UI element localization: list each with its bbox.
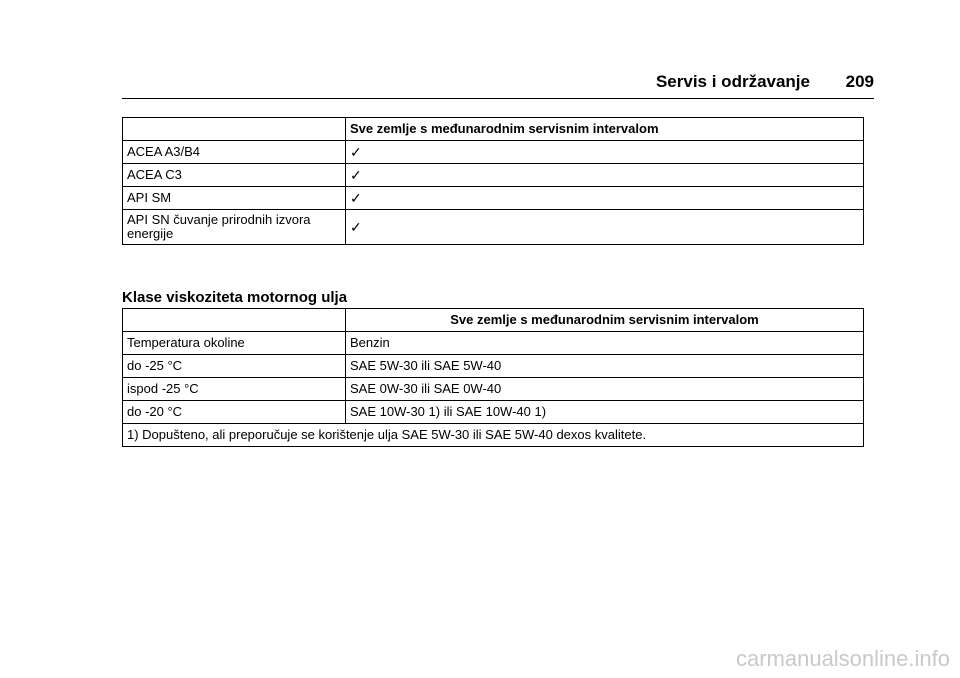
page-header [122,72,874,99]
row-label: do -25 °C [123,355,346,378]
table-subheader-row [123,332,864,355]
check-icon: ✓ [346,210,864,245]
row-label: Temperatura okoline [123,332,346,355]
column-header: Sve zemlje s međunarodnim servisnim intervalom [346,118,864,141]
row-label: do -20 °C [123,401,346,424]
row-label: API SM [123,187,346,210]
table-row [123,401,864,424]
page-number: 209 [845,72,874,91]
table-row [123,210,864,245]
empty-header-cell [123,118,346,141]
table-row [123,378,864,401]
row-label: ACEA A3/B4 [123,141,346,164]
table-row [123,164,864,187]
row-label: ACEA C3 [123,164,346,187]
table-row [123,187,864,210]
row-value: SAE 5W-30 ili SAE 5W-40 [346,355,864,378]
empty-header-cell [123,309,346,332]
column-header: Sve zemlje s međunarodnim servisnim intervalom [346,309,864,332]
table-row [123,141,864,164]
row-label: ispod -25 °C [123,378,346,401]
check-icon: ✓ [346,164,864,187]
check-icon: ✓ [346,141,864,164]
row-value: SAE 10W-30 1) ili SAE 10W-40 1) [346,401,864,424]
viscosity-table [122,308,864,447]
page-title: Servis i održavanje [655,72,810,91]
section-title: Klase viskoziteta motornog ulja [122,289,348,306]
check-icon: ✓ [346,187,864,210]
table-row [123,355,864,378]
footnote: 1) Dopušteno, ali preporučuje se korištenje ulja SAE 5W-30 ili SAE 5W-40 dexos kvalitete. [123,424,864,447]
row-label-line: energije [127,226,174,241]
footnote-row [123,424,864,447]
row-value: SAE 0W-30 ili SAE 0W-40 [346,378,864,401]
row-label [123,210,346,245]
watermark: carmanualsonline.info [735,646,950,671]
row-label-line: API SN čuvanje prirodnih izvora [127,212,311,227]
row-value: Benzin [346,332,864,355]
table-header-row [123,309,864,332]
table-header-row [123,118,864,141]
oil-specification-table [122,117,864,245]
